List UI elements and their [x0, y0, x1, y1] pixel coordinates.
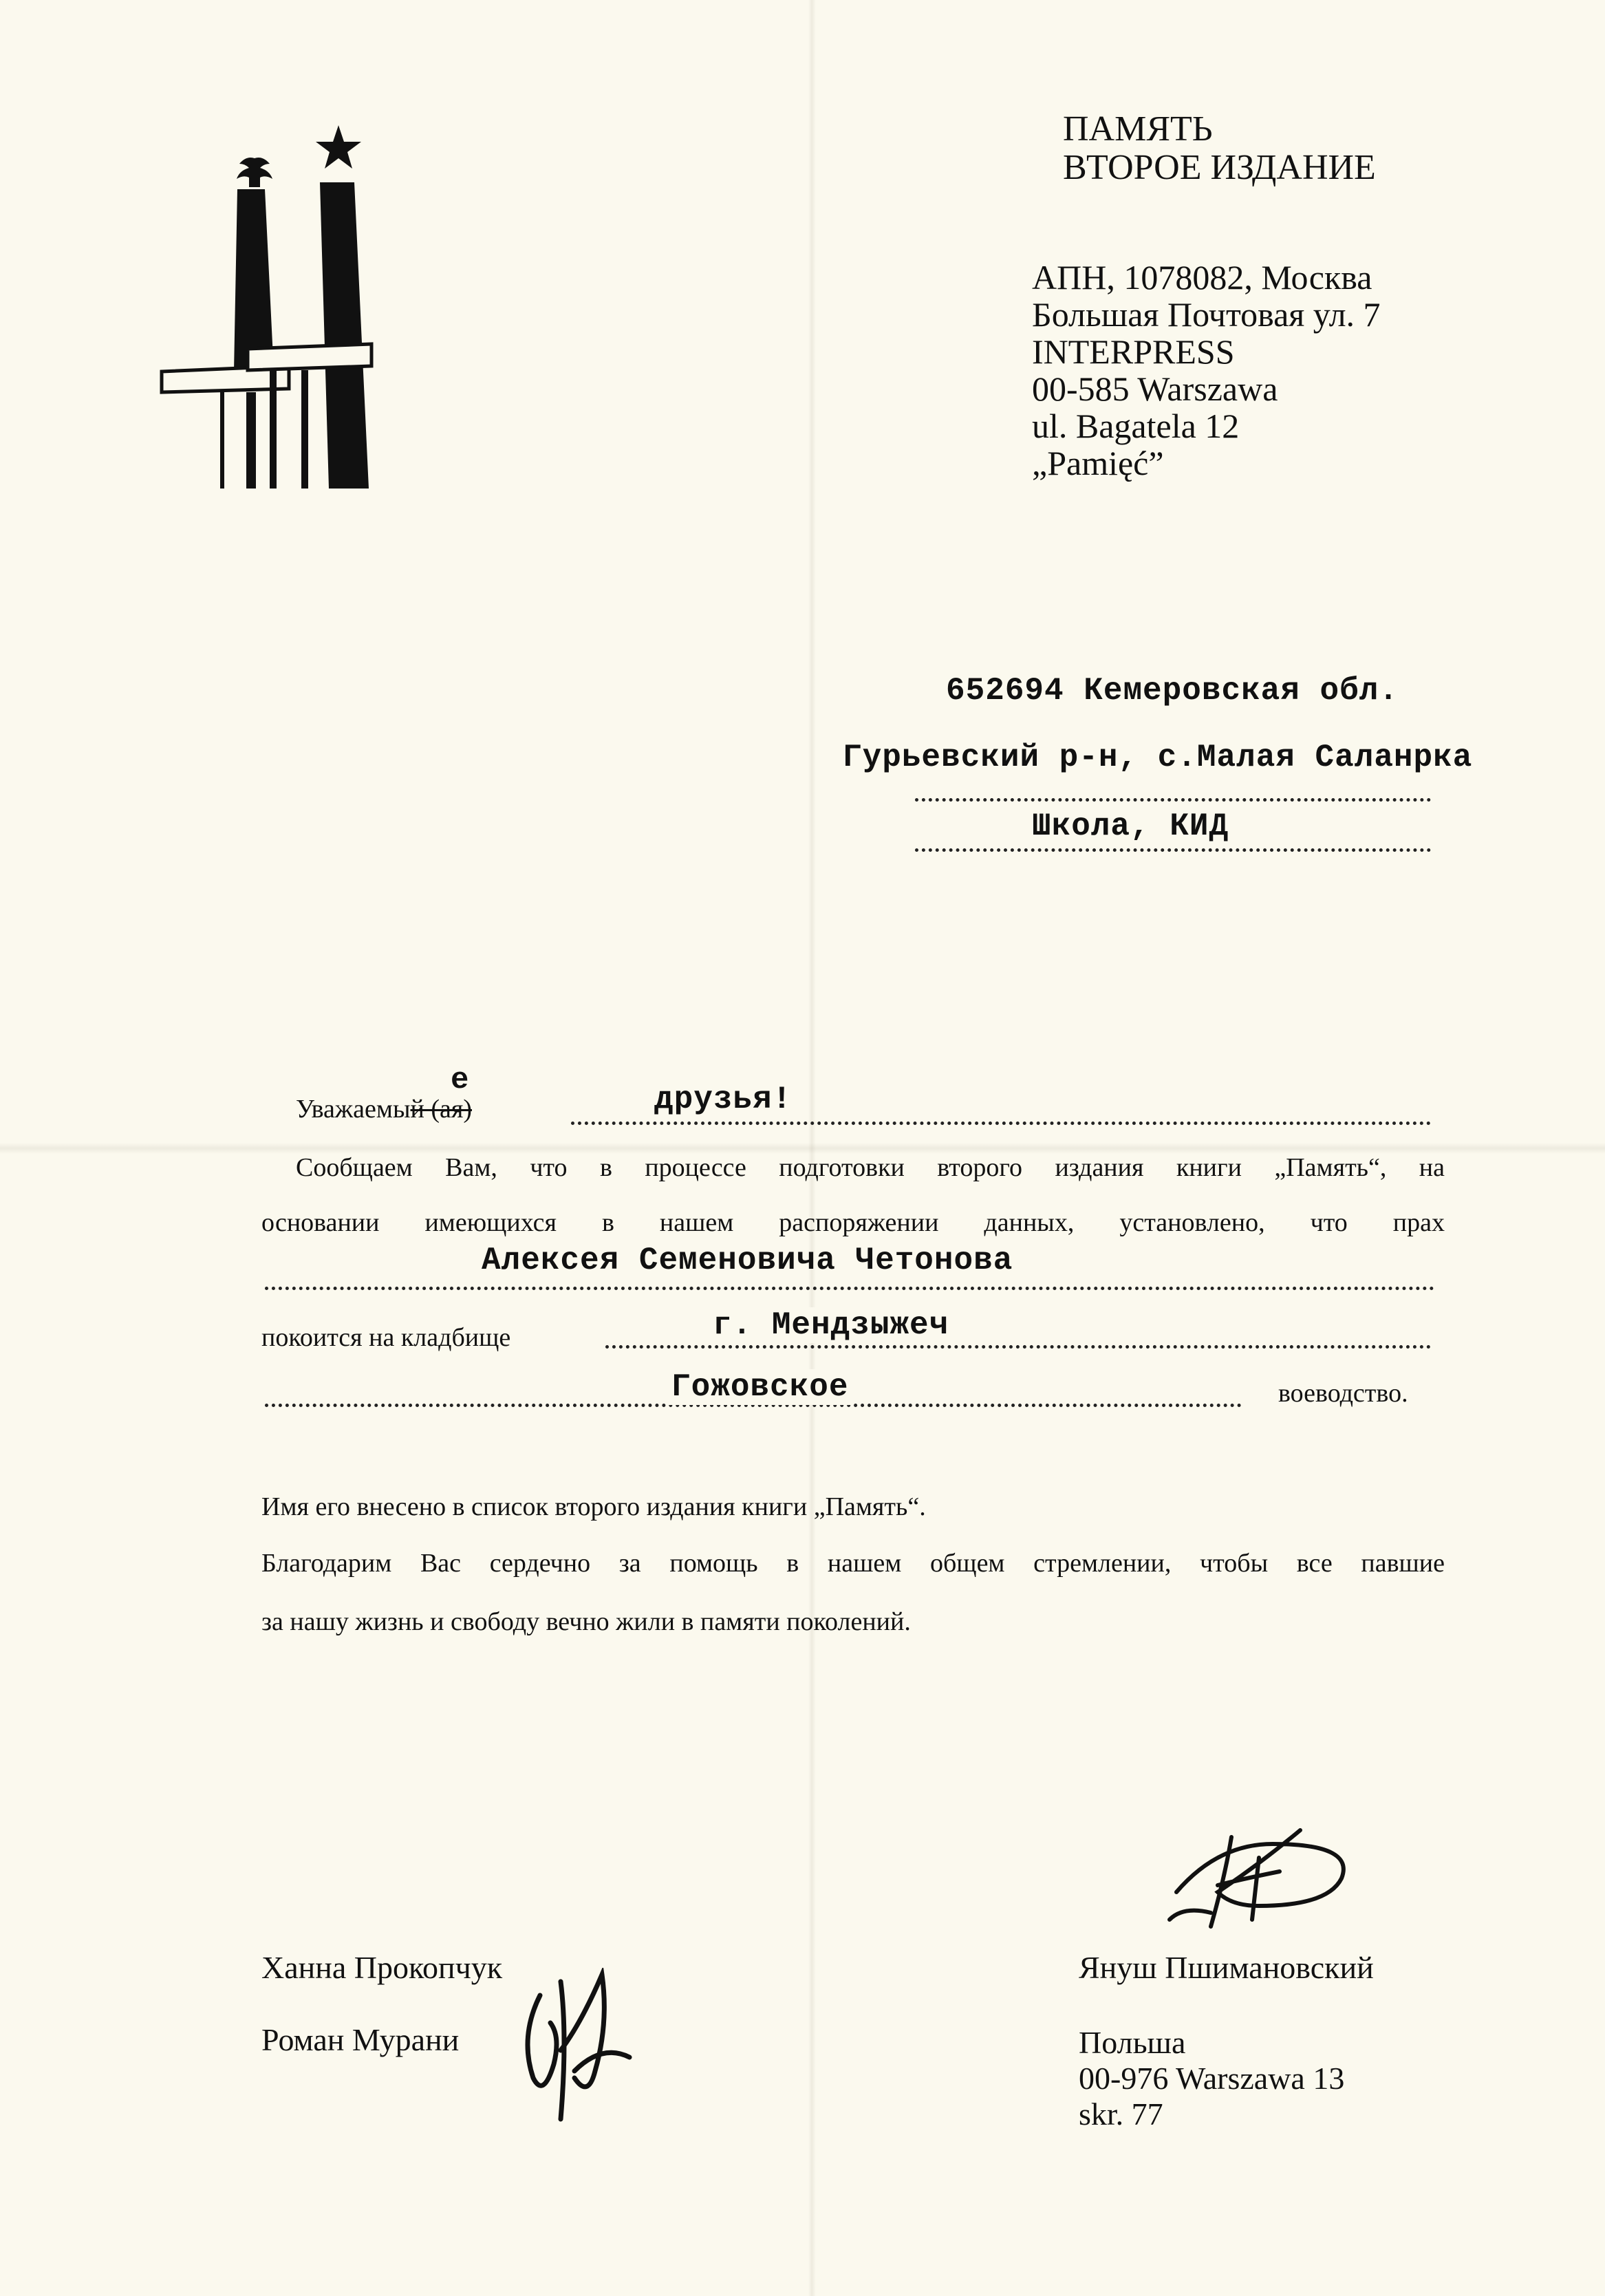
salutation-prefix: Уважаемы: [296, 1095, 411, 1124]
address-line: 00-585 Warszawa: [1032, 369, 1278, 408]
cemetery-value: г. Мендзыжеч: [709, 1307, 953, 1343]
dotted-line: [265, 1287, 1434, 1290]
recipient-line-3: Школа, КИД: [1032, 808, 1229, 844]
address-line: INTERPRESS: [1032, 332, 1235, 371]
title-line-1: ПАМЯТЬ: [1063, 109, 1213, 149]
dotted-line: [915, 798, 1431, 802]
deceased-name: Алексея Семеновича Четонова: [482, 1243, 1013, 1278]
thanks-line-2: за нашу жизнь и свободу вечно жили в памяти поколений.: [261, 1607, 911, 1636]
dotted-line: [571, 1122, 1431, 1125]
monument-logo-icon: [151, 117, 468, 495]
salutation-name: друзья!: [650, 1082, 796, 1117]
address-line: ul. Bagatela 12: [1032, 407, 1240, 445]
address-line: „Pamięć”: [1032, 444, 1164, 482]
voivodeship-label: воеводство.: [1278, 1379, 1408, 1408]
dotted-line: [915, 848, 1431, 852]
salutation: [296, 1094, 472, 1124]
address-line: skr. 77: [1079, 2096, 1163, 2132]
thanks-line-1: Благодарим Вас сердечно за помощь в нашем общем стремлении, чтобы все павшие: [261, 1549, 1445, 1578]
signatory-left-1: Ханна Прокопчук: [261, 1950, 503, 1985]
address-line: Большая Почтовая ул. 7: [1032, 295, 1381, 334]
signature-right-icon: [1156, 1816, 1362, 1947]
salutation-struck: й (ая): [410, 1095, 472, 1124]
recipient-line-2: Гурьевский р-н, с.Малая Саланрка: [843, 740, 1473, 775]
title-line-2: ВТОРОЕ ИЗДАНИЕ: [1063, 148, 1376, 187]
address-line: Польша: [1079, 2025, 1186, 2060]
publication-title: [1063, 110, 1376, 187]
paragraph-line: Сообщаем Вам, что в процессе подготовки второго издания книги „Память“, на: [296, 1153, 1445, 1182]
signatory-left-2: Роман Мурани: [261, 2022, 460, 2057]
signatory-right: Януш Пшимановский: [1079, 1950, 1374, 1985]
cemetery-label: покоится на кладбище: [261, 1323, 511, 1352]
name-listed-line: Имя его внесено в список второго издания книги „Память“.: [261, 1492, 926, 1521]
voivodeship-value: Гожовское: [667, 1369, 852, 1405]
address-line: 00-976 Warszawa 13: [1079, 2061, 1345, 2096]
signature-left-icon: [519, 1968, 657, 2126]
recipient-line-1: 652694 Кемеровская обл.: [946, 673, 1399, 709]
address-line: АПН, 1078082, Москва: [1032, 258, 1372, 297]
paragraph-line: основании имеющихся в нашем распоряжении данных, установлено, что прах: [261, 1208, 1445, 1237]
publisher-address: [1032, 259, 1381, 482]
dotted-line: [605, 1345, 1431, 1349]
salutation-correction: е: [451, 1063, 469, 1097]
right-address: [1079, 2025, 1344, 2132]
